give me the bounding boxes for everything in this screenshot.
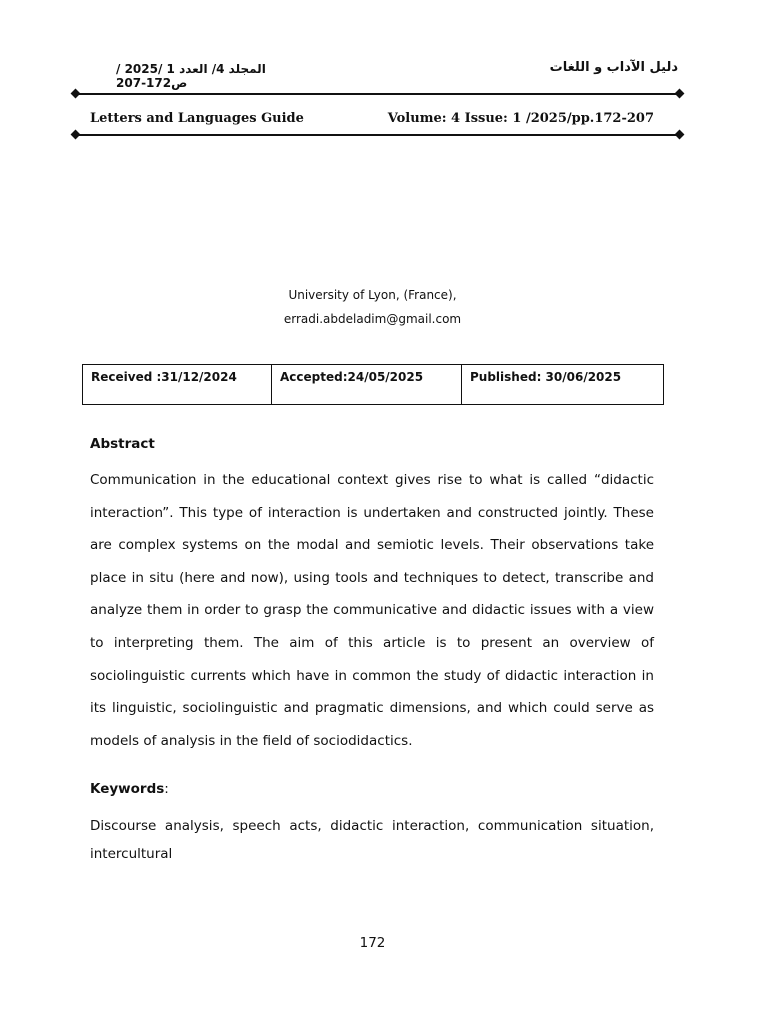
keywords-heading xyxy=(90,781,169,797)
dates-table xyxy=(82,364,664,405)
header-rule-top xyxy=(76,93,679,95)
received-date: Received :31/12/2024 xyxy=(83,365,272,405)
journal-name: Letters and Languages Guide xyxy=(90,111,304,126)
keywords-label: Keywords xyxy=(90,781,165,797)
author-email: erradi.abdeladim@gmail.com xyxy=(283,312,462,326)
arabic-issue-info: المجلد 4/ العدد 1 /2025 / ص172-207 xyxy=(116,62,266,90)
journal-header xyxy=(90,111,654,129)
header-rule-bottom xyxy=(76,134,679,136)
volume-info: Volume: 4 Issue: 1 /2025/pp.172-207 xyxy=(387,111,654,126)
keywords-text: Discourse analysis, speech acts, didactic interaction, communication situation, intercultural xyxy=(90,818,654,862)
abstract-heading: Abstract xyxy=(90,436,155,452)
page-number: 172 xyxy=(359,935,386,951)
accepted-date: Accepted:24/05/2025 xyxy=(272,365,462,405)
abstract-text: Communication in the educational context gives rise to what is called “didactic interaction”. This type of interaction is undertaken and constructed jointly. These are complex systems on the modal and semiotic levels. Their observations take place in situ (here and now), using tools and techniques to detect, transcribe and analyze them in order to grasp the communicative and didactic issues with a view to interpreting them. The aim of this article is to present an overview of sociolinguistic currents which have in common the study of didactic interaction in its linguistic, sociolinguistic and pragmatic dimensions, and which could serve as models of analysis in the field of sociodidactics. xyxy=(90,472,654,749)
keywords-colon: : xyxy=(164,781,169,797)
published-date: Published: 30/06/2025 xyxy=(462,365,664,405)
author-affiliation: University of Lyon, (France), xyxy=(288,288,457,302)
arabic-journal-title: دليل الآداب و اللغات xyxy=(549,60,678,75)
